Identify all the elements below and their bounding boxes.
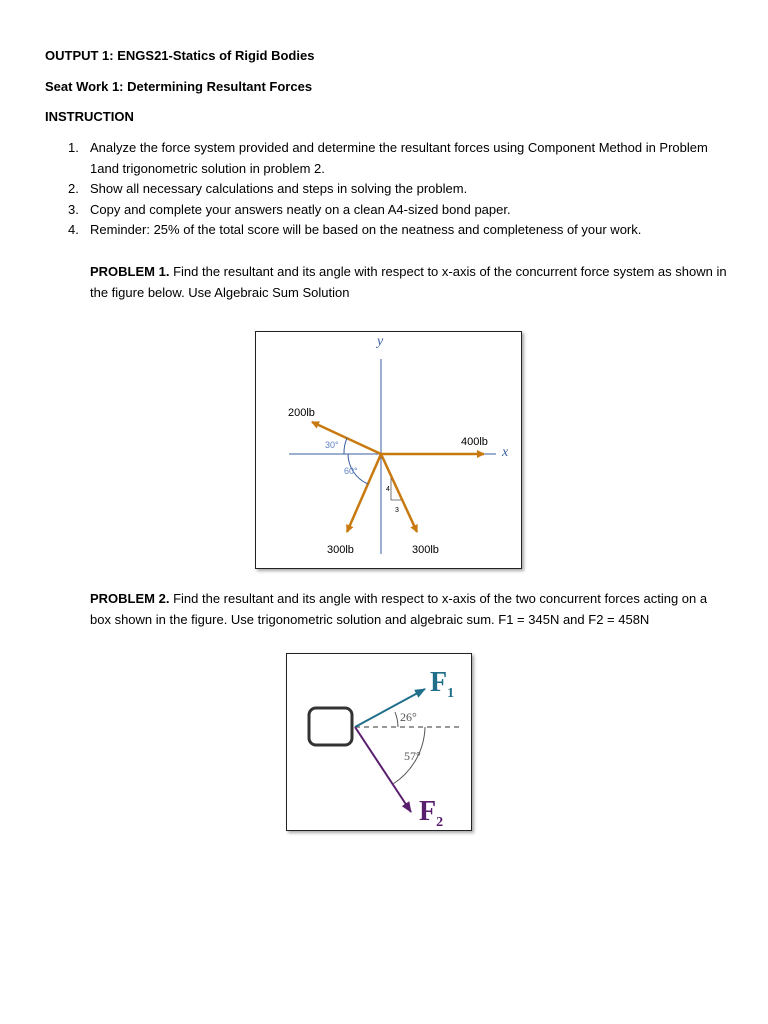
problem1-figure bbox=[255, 331, 522, 569]
angle-57-label: 57° bbox=[404, 749, 421, 763]
instruction-item bbox=[45, 200, 725, 221]
y-axis-label: y bbox=[377, 334, 384, 349]
force-f2-arrow bbox=[355, 727, 411, 812]
instruction-number: 1. bbox=[68, 140, 79, 155]
angle-30-label: 30° bbox=[325, 440, 339, 450]
force-300-left-label: 300lb bbox=[327, 544, 354, 556]
output-title: OUTPUT 1: ENGS21-Statics of Rigid Bodies bbox=[45, 48, 315, 63]
angle-60-label: 60° bbox=[344, 466, 358, 476]
instruction-text: Show all necessary calculations and steps in solving the problem. bbox=[90, 181, 468, 196]
instruction-item bbox=[45, 138, 725, 179]
angle-26-arc bbox=[395, 712, 398, 727]
force-diagram-2 bbox=[287, 654, 471, 830]
slope-run-label: 3 bbox=[395, 507, 399, 514]
instruction-number: 2. bbox=[68, 181, 79, 196]
force-400-label: 400lb bbox=[461, 436, 488, 448]
instruction-number: 3. bbox=[68, 201, 79, 217]
force-200-label: 200lb bbox=[288, 407, 315, 419]
instruction-number: 4. bbox=[68, 222, 79, 237]
problem2-text bbox=[90, 589, 730, 630]
angle-30-arc bbox=[344, 438, 347, 454]
instruction-text: Reminder: 25% of the total score will be based on the neatness and completeness of your work. bbox=[90, 222, 642, 237]
instruction-text: Analyze the force system provided and determine the resultant forces using Component Method in Problem 1and trigonometric solution in problem 2. bbox=[90, 140, 708, 176]
problem2-label: PROBLEM 2. bbox=[90, 591, 170, 606]
problem1-text bbox=[90, 262, 730, 303]
instruction-item bbox=[45, 220, 725, 241]
angle-26-label: 26° bbox=[400, 710, 417, 724]
instruction-heading: INSTRUCTION bbox=[45, 109, 134, 124]
seatwork-title: Seat Work 1: Determining Resultant Forces bbox=[45, 79, 313, 94]
problem1-label: PROBLEM 1. bbox=[90, 264, 170, 279]
force-diagram-1 bbox=[256, 332, 521, 568]
problem2-body: Find the resultant and its angle with respect to x-axis of the two concurrent forces acting on a box shown in the figure. Use trigonometric solution and algebraic sum. F1 = 345N and F2 = 458N bbox=[90, 591, 708, 627]
slope-rise-label: 4 bbox=[386, 486, 390, 493]
f1-label: $F_1$ bbox=[430, 667, 455, 701]
instruction-text: Copy and complete your answers neatly on a clean A4-sized bond paper. bbox=[90, 201, 511, 217]
box-shape bbox=[309, 708, 352, 745]
force-300-right-label: 300lb bbox=[412, 544, 439, 556]
problem2-figure bbox=[286, 653, 472, 831]
force-300-right-arrow bbox=[381, 454, 417, 532]
instruction-item bbox=[45, 179, 725, 200]
x-axis-label: x bbox=[502, 445, 509, 460]
f2-label: $F_2$ bbox=[419, 796, 444, 830]
instruction-list bbox=[45, 138, 725, 241]
problem1-body: Find the resultant and its angle with respect to x-axis of the concurrent force system as shown in the figure below. Use Algebraic Sum Solution bbox=[90, 264, 727, 300]
